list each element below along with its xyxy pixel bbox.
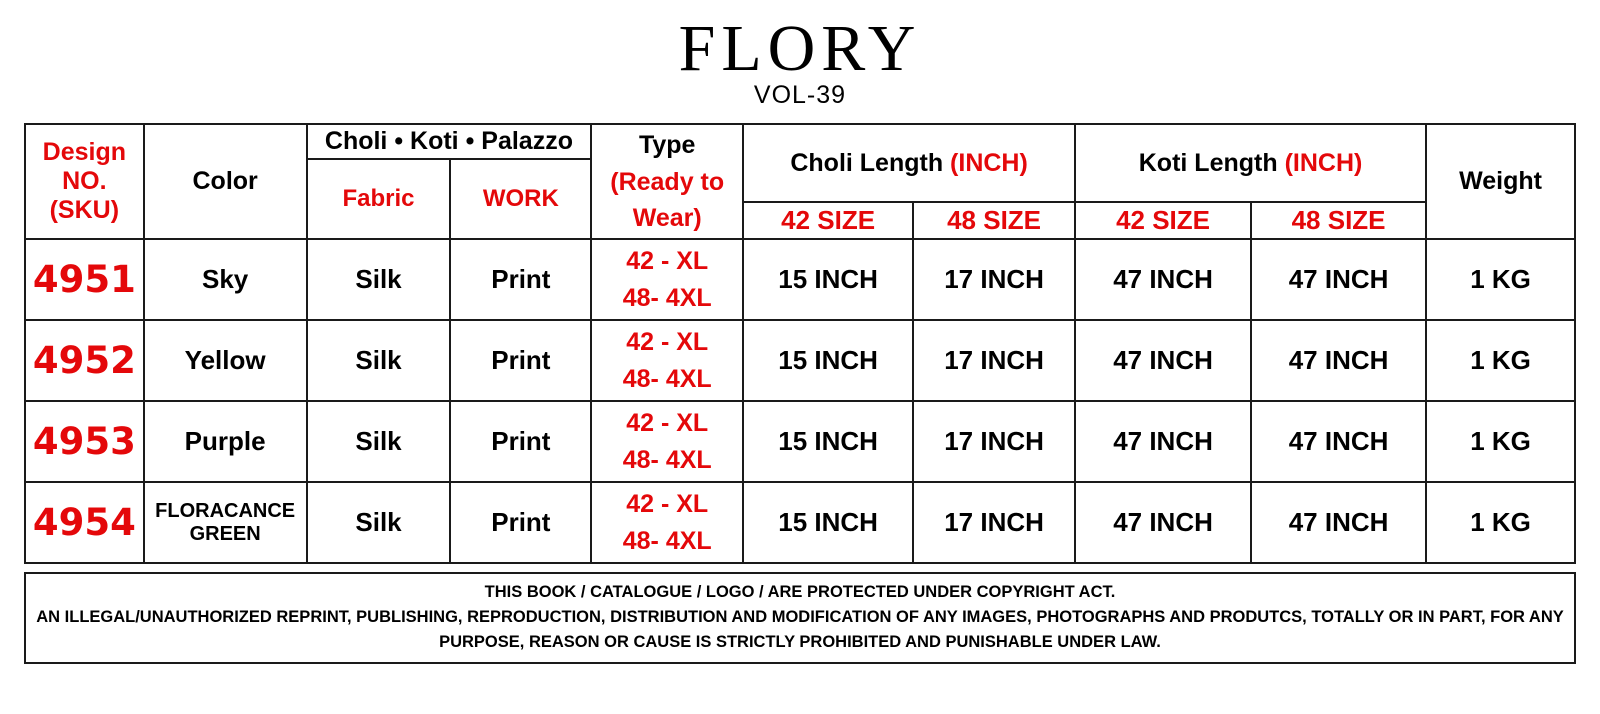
header-choli-koti-palazzo: Choli • Koti • Palazzo xyxy=(307,124,592,159)
cell-fabric: Silk xyxy=(307,320,451,401)
volume-label: VOL-39 xyxy=(753,81,847,110)
header-type xyxy=(591,124,743,239)
header-koti-42-size: 42 SIZE xyxy=(1075,202,1251,239)
cell-work: Print xyxy=(450,239,591,320)
header-design-no xyxy=(25,124,144,239)
cell-koti-48: 47 INCH xyxy=(1251,482,1426,563)
header-koti-length-text: Koti Length xyxy=(1138,148,1285,177)
table-row xyxy=(25,320,1575,401)
header-work: WORK xyxy=(450,159,591,239)
cell-color-line2: GREEN xyxy=(189,522,261,545)
header-choli-length-text: Choli Length xyxy=(790,148,951,177)
cell-color: Sky xyxy=(144,239,307,320)
cell-fabric: Silk xyxy=(307,239,451,320)
cell-fabric: Silk xyxy=(307,401,451,482)
cell-type xyxy=(591,239,743,320)
header-fabric: Fabric xyxy=(307,159,451,239)
cell-choli-48: 17 INCH xyxy=(913,239,1075,320)
header-choli-length-unit: (INCH) xyxy=(950,148,1028,177)
cell-type-line2: 48- 4XL xyxy=(622,283,712,312)
header-design-no-line2: NO. xyxy=(62,167,107,196)
cell-koti-48: 47 INCH xyxy=(1251,401,1426,482)
header-color: Color xyxy=(144,124,307,239)
cell-choli-42: 15 INCH xyxy=(743,239,913,320)
header-choli-48-size: 48 SIZE xyxy=(913,202,1075,239)
cell-koti-42: 47 INCH xyxy=(1075,320,1251,401)
header-design-no-line1: Design xyxy=(42,138,127,167)
header-type-line2: (Ready to xyxy=(610,167,725,196)
cell-weight: 1 KG xyxy=(1426,482,1575,563)
table-row xyxy=(25,401,1575,482)
cell-work: Print xyxy=(450,482,591,563)
copyright-line-2: AN ILLEGAL/UNAUTHORIZED REPRINT, PUBLISHING, REPRODUCTION, DISTRIBUTION AND MODIFICATION OF ANY IMAGES, PHOTOGRAPHS AND PRODUTCS, TOTALLY OR IN PART, FOR ANY xyxy=(36,607,1564,626)
cell-choli-42: 15 INCH xyxy=(743,320,913,401)
cell-weight: 1 KG xyxy=(1426,239,1575,320)
header-type-line3: Wear) xyxy=(632,203,702,232)
cell-type xyxy=(591,320,743,401)
cell-color-line1: FLORACANCE xyxy=(155,499,296,522)
header-choli-42-size: 42 SIZE xyxy=(743,202,913,239)
cell-koti-42: 47 INCH xyxy=(1075,482,1251,563)
cell-fabric: Silk xyxy=(307,482,451,563)
cell-koti-48: 47 INCH xyxy=(1251,320,1426,401)
cell-type xyxy=(591,482,743,563)
cell-koti-42: 47 INCH xyxy=(1075,401,1251,482)
cell-type-line1: 42 - XL xyxy=(626,247,709,276)
cell-koti-48: 47 INCH xyxy=(1251,239,1426,320)
cell-color: Yellow xyxy=(144,320,307,401)
cell-sku: 4953 xyxy=(25,401,144,482)
header-weight: Weight xyxy=(1426,124,1575,239)
cell-choli-42: 15 INCH xyxy=(743,482,913,563)
header-koti-length xyxy=(1075,124,1426,202)
cell-weight: 1 KG xyxy=(1426,401,1575,482)
cell-choli-42: 15 INCH xyxy=(743,401,913,482)
cell-color: Purple xyxy=(144,401,307,482)
cell-type-line1: 42 - XL xyxy=(626,409,709,438)
copyright-line-3: PURPOSE, REASON OR CAUSE IS STRICTLY PROHIBITED AND PUNISHABLE UNDER LAW. xyxy=(439,632,1161,651)
table-row xyxy=(25,239,1575,320)
copyright-notice xyxy=(24,572,1576,664)
cell-choli-48: 17 INCH xyxy=(913,482,1075,563)
brand-header xyxy=(24,0,1576,110)
cell-type-line2: 48- 4XL xyxy=(622,445,712,474)
header-koti-48-size: 48 SIZE xyxy=(1251,202,1426,239)
copyright-line-1: THIS BOOK / CATALOGUE / LOGO / ARE PROTECTED UNDER COPYRIGHT ACT. xyxy=(484,583,1116,602)
header-choli-length xyxy=(743,124,1075,202)
cell-sku: 4952 xyxy=(25,320,144,401)
cell-color xyxy=(144,482,307,563)
header-design-no-line3: (SKU) xyxy=(49,196,120,225)
header-type-line1: Type xyxy=(638,131,696,160)
cell-work: Print xyxy=(450,320,591,401)
table-row xyxy=(25,482,1575,563)
cell-sku: 4951 xyxy=(25,239,144,320)
header-koti-length-unit: (INCH) xyxy=(1284,148,1363,177)
cell-choli-48: 17 INCH xyxy=(913,401,1075,482)
cell-type xyxy=(591,401,743,482)
cell-type-line1: 42 - XL xyxy=(626,328,709,357)
page-title: FLORY xyxy=(678,12,922,85)
cell-koti-42: 47 INCH xyxy=(1075,239,1251,320)
table-header-row-1 xyxy=(25,124,1575,159)
cell-type-line2: 48- 4XL xyxy=(622,364,712,393)
cell-type-line1: 42 - XL xyxy=(626,490,709,519)
cell-type-line2: 48- 4XL xyxy=(622,526,712,555)
cell-work: Print xyxy=(450,401,591,482)
cell-weight: 1 KG xyxy=(1426,320,1575,401)
cell-sku: 4954 xyxy=(25,482,144,563)
cell-choli-48: 17 INCH xyxy=(913,320,1075,401)
specification-table xyxy=(24,123,1576,564)
